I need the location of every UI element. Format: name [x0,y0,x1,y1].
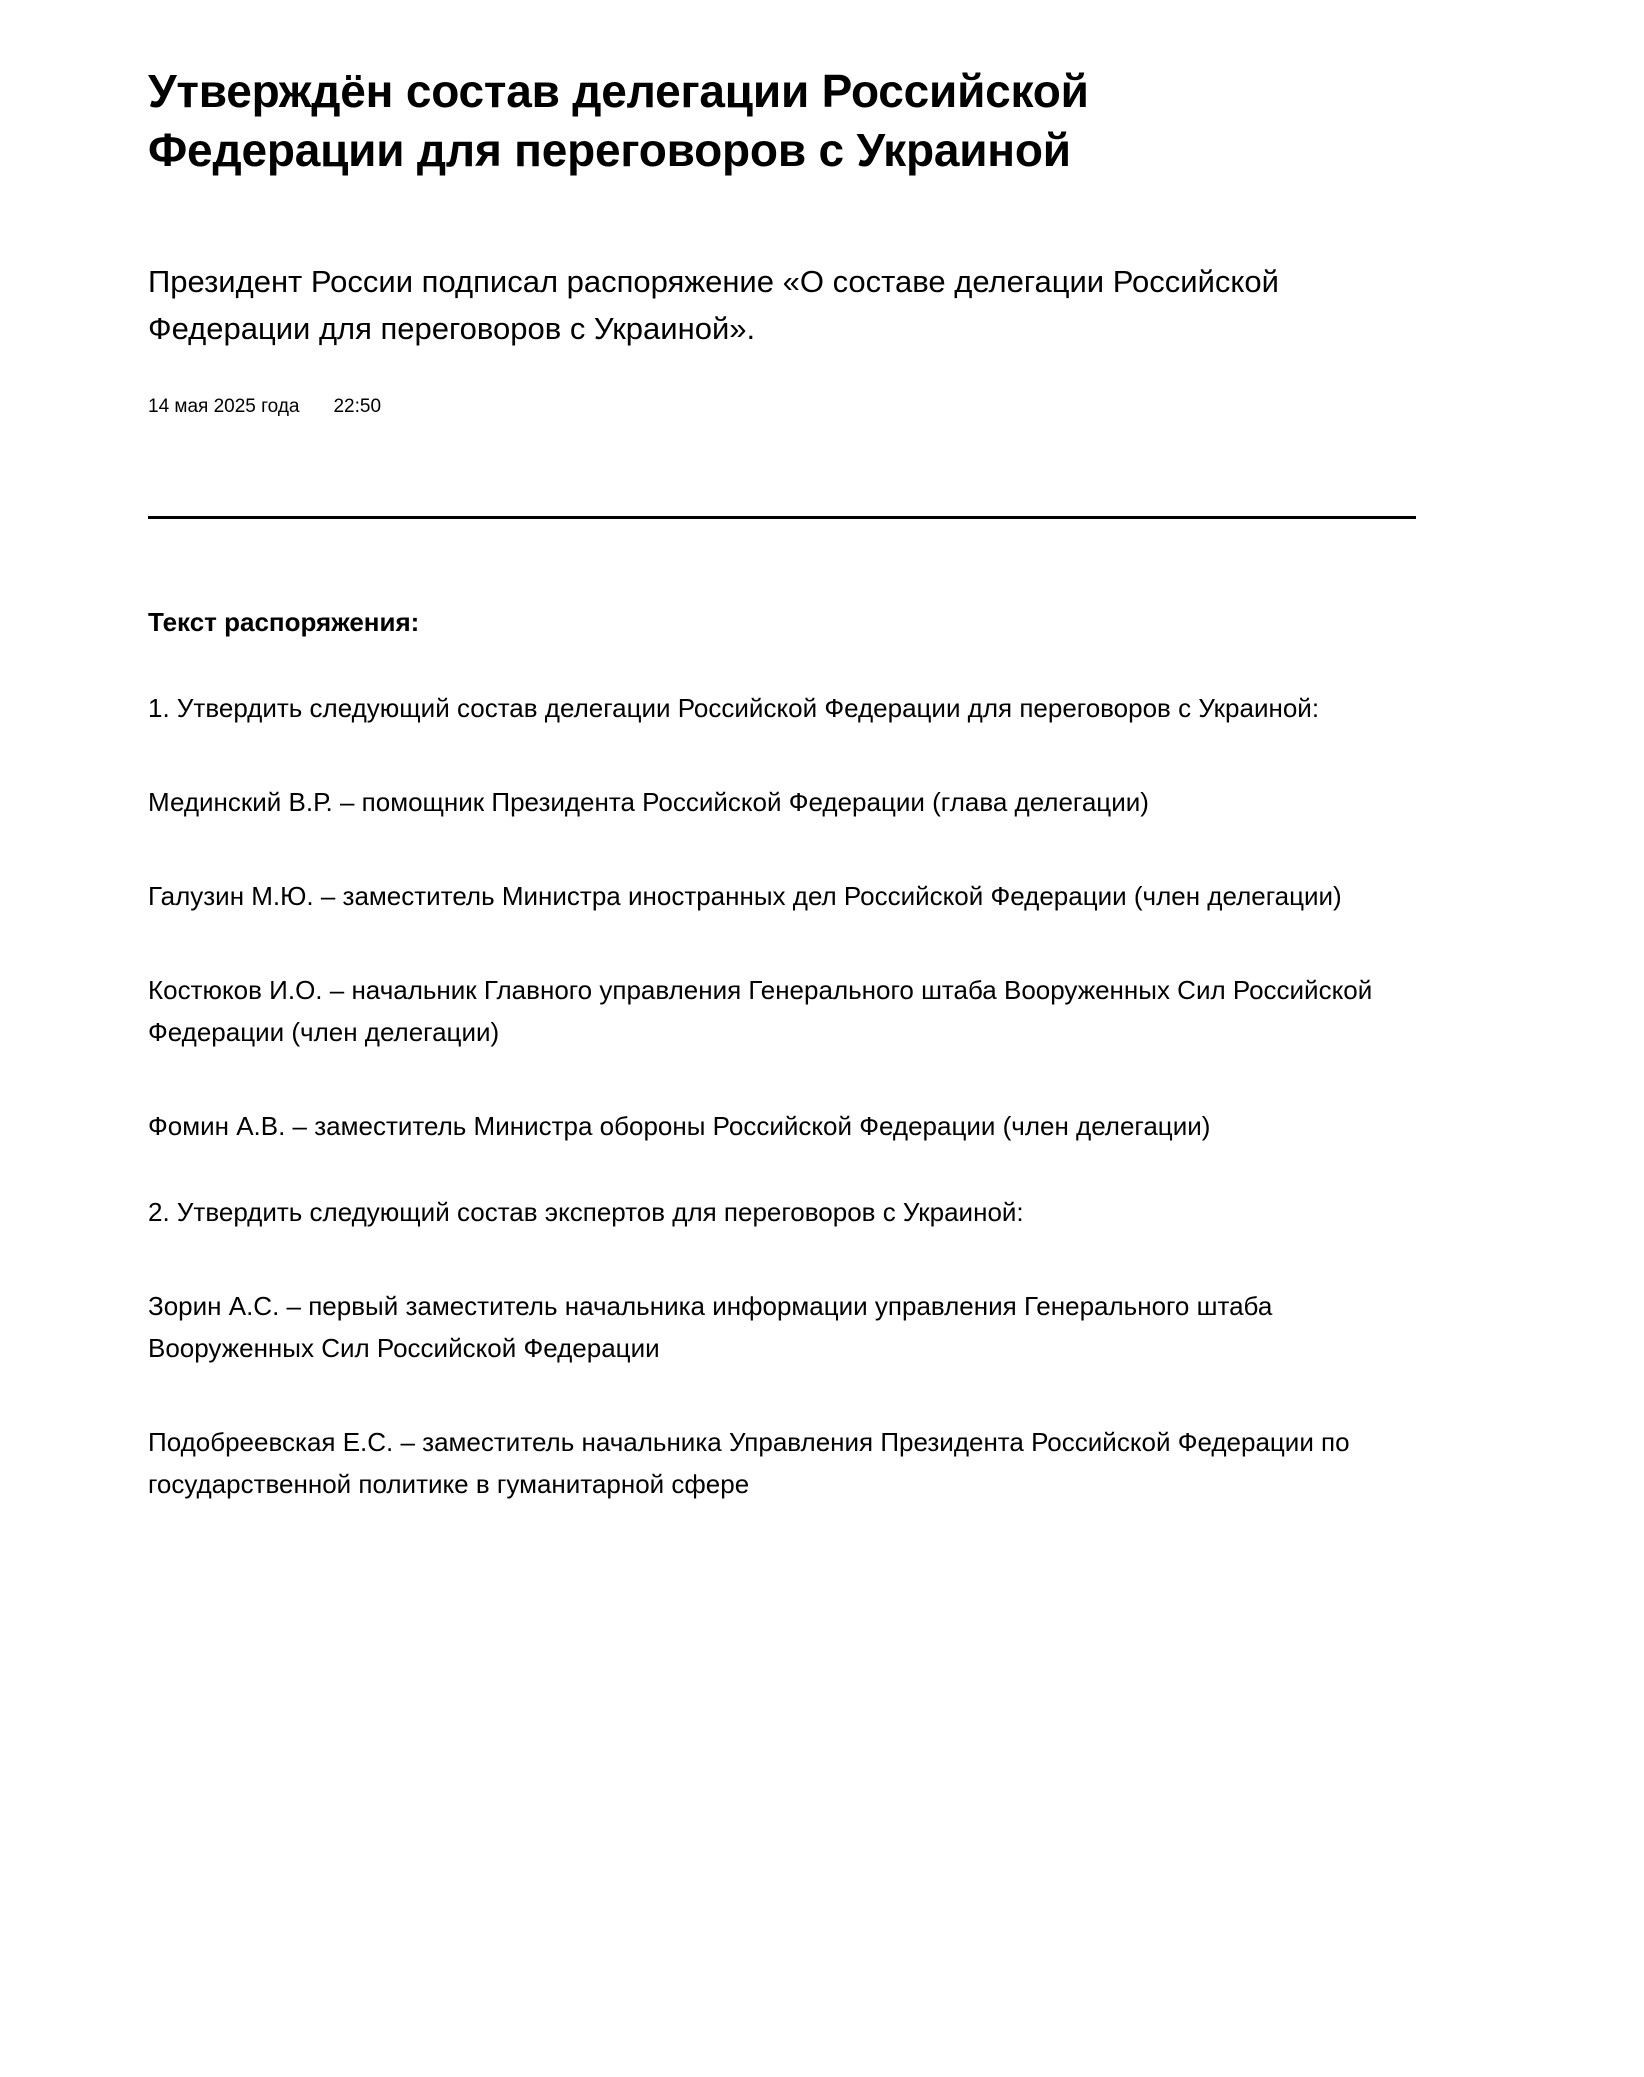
expert-member-1: Зорин А.С. – первый заместитель начальника информации управления Генерального штаба Вооруженных Сил Российской Федерации [148,1290,1273,1363]
page-title: Утверждён состав делегации Российской Федерации для переговоров с Украиной [148,65,1089,176]
publication-time: 22:50 [333,395,382,417]
publication-meta [148,352,1488,421]
expert-member-2: Подобреевская Е.С. – заместитель начальника Управления Президента Российской Федерации по государственной политике в гуманитарной сфере [148,1426,1350,1499]
delegation-member-1: Мединский В.Р. – помощник Президента Российской Федерации (глава делегации) [148,787,1149,818]
delegation-member-2: Галузин М.Ю. – заместитель Министра иностранных дел Российской Федерации (член делегации) [148,881,1342,912]
publication-date: 14 мая 2025 года [148,395,300,417]
decree-item-2: 2. Утвердить следующий состав экспертов для переговоров с Украиной: [148,1196,1024,1227]
delegation-member-3: Костюков И.О. – начальник Главного управления Генерального штаба Вооруженных Сил Российской Федерации (член делегации) [148,975,1373,1048]
lead-paragraph: Президент России подписал распоряжение «О составе делегации Российской Федерации для переговоров с Украиной». [148,263,1279,346]
section-heading-decree-text: Текст распоряжения: [148,606,420,637]
decree-item-1: 1. Утвердить следующий состав делегации Российской Федерации для переговоров с Украиной: [148,692,1320,723]
delegation-member-4: Фомин А.В. – заместитель Министра обороны Российской Федерации (член делегации) [148,1111,1211,1142]
document-content [148,0,1488,1505]
